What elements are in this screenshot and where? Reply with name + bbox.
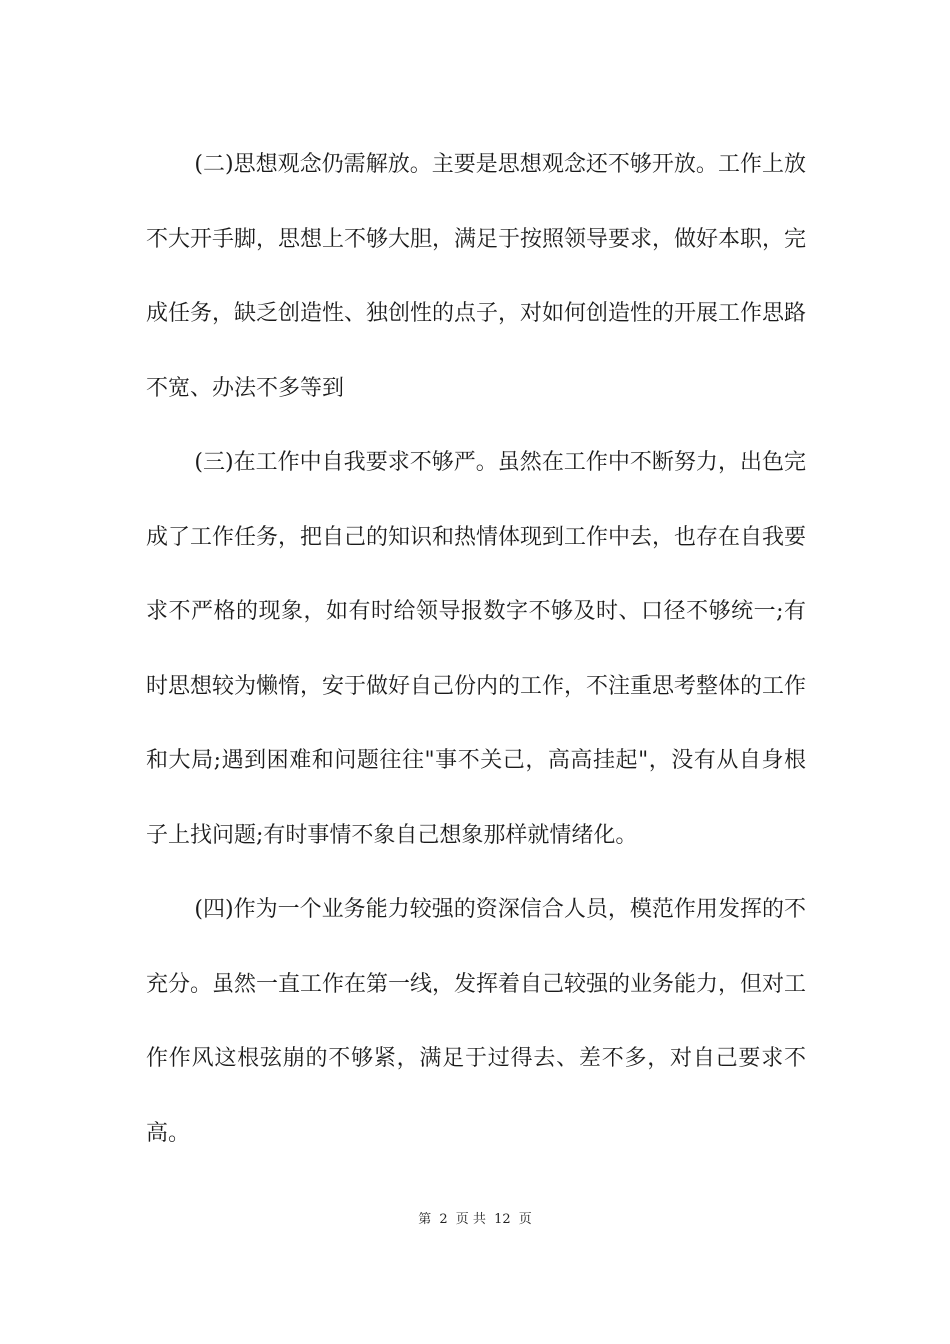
- paragraph-2: (二)思想观念仍需解放。主要是思想观念还不够开放。工作上放不大开手脚，思想上不够大胆，满足于按照领导要求，做好本职，完成任务，缺乏创造性、独创性的点子，对如何创造性的开展工作思路不宽、办法不多等到: [146, 152, 807, 401]
- footer-suffix: 页: [518, 1212, 532, 1227]
- footer-current-page: 2: [439, 1212, 448, 1227]
- page-footer: [0, 1208, 950, 1227]
- footer-middle: 页 共: [455, 1212, 486, 1227]
- paragraph-3: (三)在工作中自我要求不够严。虽然在工作中不断努力，出色完成了工作任务，把自己的知识和热情体现到工作中去，也存在自我要求不严格的现象，如有时给领导报数字不够及时、口径不够统一;有时思想较为懒惰，安于做好自己份内的工作，不注重思考整体的工作和大局;遇到困难和问题往往"事不关己，高高挂起"，没有从自身根子上找问题;有时事情不象自己想象那样就情绪化。: [146, 450, 807, 848]
- footer-prefix: 第: [418, 1212, 432, 1227]
- paragraph-4: (四)作为一个业务能力较强的资深信合人员，模范作用发挥的不充分。虽然一直工作在第一线，发挥着自己较强的业务能力，但对工作作风这根弦崩的不够紧，满足于过得去、差不多，对自己要求不高。: [146, 897, 807, 1146]
- document-body: [146, 128, 806, 1171]
- footer-total-pages: 12: [494, 1212, 511, 1227]
